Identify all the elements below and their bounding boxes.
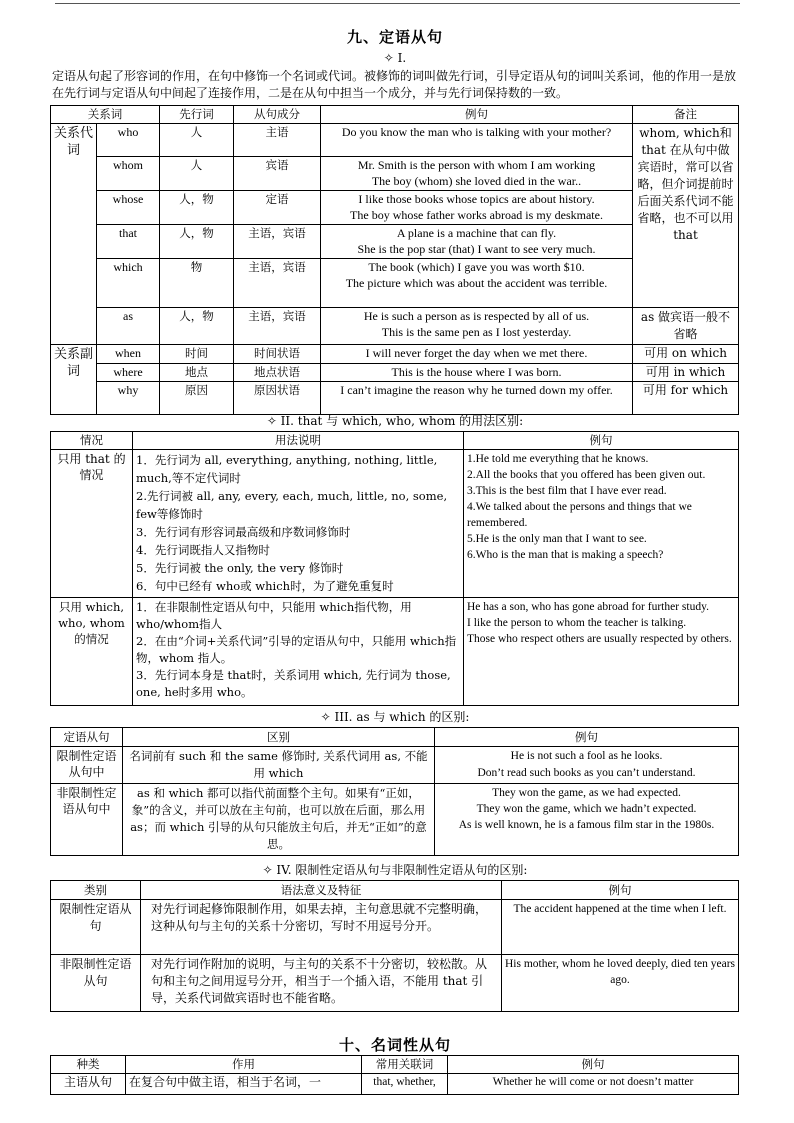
role-cell: 在复合句中做主语，相当于名词，一 [126,1074,362,1095]
example-cell: Do you know the man who is talking with your mother? [321,124,633,157]
table-cell: when [97,345,160,364]
table-cell: as [97,308,160,345]
example-cell: Whether he will come or not doesn’t matter [448,1074,739,1095]
case-cell: 限制性定语从句中 [51,747,123,784]
table-cell: 人，物 [160,225,234,259]
header-difference: 区别 [123,728,435,747]
group-relative-pronoun: 关系代词 [51,124,97,345]
example-cell: He is such a person as is respected by all of us. This is the same pen as I lost yesterday. [321,308,633,345]
header-example: 例句 [435,728,739,747]
header-connectives: 常用关联词 [362,1056,448,1074]
header-relative-word: 关系词 [51,106,160,124]
section-heading-4: ✧ IV. 限制性定语从句与非限制性定语从句的区别: [262,863,528,877]
header-example: 例句 [448,1056,739,1074]
top-rule [55,3,740,4]
example-cell: They won the game, as we had expected. They won the game, which we hadn’t expected. As is well known, he is a famous film star in the 1980s. [435,784,739,856]
example-cell: The accident happened at the time when I left. [502,900,739,955]
example-cell: A plane is a machine that can fly. She is the pop star (that) I want to see very much. [321,225,633,259]
relative-words-table [50,105,739,415]
example-cell: He has a son, who has gone abroad for further study. I like the person to whom the teacher is talking. Those who respect others are usually respected by others. [464,598,739,706]
section-heading-2: ✧ II. that 与 which, who, whom 的用法区别: [266,414,524,428]
table-cell: 地点状语 [234,363,321,382]
table-cell: who [97,124,160,157]
case-cell: 非限制性定语从句 [51,955,141,1012]
desc-cell: 对先行词作附加的说明，与主句的关系不十分密切，较松散。从句和主句之间用逗号分开，相当于一个插入语，不能用 that 引导，关系代词做宾语时也不能省略。 [141,955,502,1012]
table-cell: 宾语 [234,157,321,191]
table-cell: 地点 [160,363,234,382]
table-cell: 原因状语 [234,382,321,415]
table-cell: 人，物 [160,191,234,225]
table-cell: 主语 [234,124,321,157]
table-cell: 人 [160,124,234,157]
section-heading-1: ✧ I. [383,51,407,65]
chapter-title: 九、定语从句 [346,28,443,46]
header-clause-role: 从句成分 [234,106,321,124]
example-cell: I will never forget the day when we met there. [321,345,633,364]
chapter-title-10: 十、名词性从句 [338,1036,451,1054]
header-kind: 种类 [51,1056,126,1074]
table-cell: whose [97,191,160,225]
header-role: 作用 [126,1056,362,1074]
example-cell: This is the house where I was born. [321,363,633,382]
diff-cell: as 和 which 都可以指代前面整个主句。如果有“正如，象”的含义，并可以放在主句前，也可以放在后面，那么用 as；而 which 引导的从句只能放主句后，并无“正如”的意思。 [123,784,435,856]
header-meaning: 语法意义及特征 [141,881,502,900]
table-cell: 定语 [234,191,321,225]
example-cell: He is not such a fool as he looks. Don’t read such books as you can’t understand. [435,747,739,784]
note-cell: 可用 for which [633,382,739,415]
section-heading-3: ✧ III. as 与 which 的区别: [320,710,470,724]
table-cell: why [97,382,160,415]
example-cell: I like those books whose topics are about history. The boy whose father works abroad is my deskmate. [321,191,633,225]
table-cell: 人 [160,157,234,191]
case-cell: 只用 which, who, whom 的情况 [51,598,133,706]
table-cell: 时间状语 [234,345,321,364]
table-cell: 人，物 [160,308,234,345]
group-relative-adverb: 关系副词 [51,345,97,415]
that-which-table [50,431,739,706]
case-cell: 只用 that 的情况 [51,450,133,598]
example-cell: Mr. Smith is the person with whom I am working The boy (whom) she loved died in the war.. [321,157,633,191]
header-clause-type: 定语从句 [51,728,123,747]
table-cell: that [97,225,160,259]
restrictive-table [50,880,739,1012]
desc-cell: 对先行词起修饰限制作用，如果去掉，主句意思就不完整明确，这种从句与主句的关系十分密切，写时不用逗号分开。 [141,900,502,955]
table-cell: 时间 [160,345,234,364]
header-example: 例句 [464,432,739,450]
table-cell: which [97,259,160,308]
header-category: 类别 [51,881,141,900]
usage-cell: 1．在非限制性定语从句中，只能用 which指代物，用 who/whom指人 2．在由“介词+关系代词”引导的定语从句中，只能用 which指物，whom 指人。 3．先行词本身是 that时，关系词用 which, 先行词为 those, one, he时多用 who。 [133,598,464,706]
table-cell: 主语，宾语 [234,308,321,345]
connectives-cell: that, whether, [362,1074,448,1095]
example-cell: His mother, whom he loved deeply, died ten years ago. [502,955,739,1012]
table-cell: 物 [160,259,234,308]
example-cell: The book (which) I gave you was worth $10. The picture which was about the accident was terrible. [321,259,633,308]
table-cell: 原因 [160,382,234,415]
diff-cell: 名词前有 such 和 the same 修饰时, 关系代词用 as, 不能用 which [123,747,435,784]
header-case: 情况 [51,432,133,450]
note-cell: as 做宾语一般不省略 [633,308,739,345]
table-cell: 主语，宾语 [234,225,321,259]
example-cell: 1.He told me everything that he knows. 2.All the books that you offered has been given out. 3.This is the best film that I have ever read. 4.We talked about the persons and things that we remembered. 5.He is the only man that I want to see. 6.Who is the man that is making a speech? [464,450,739,598]
example-cell: I can’t imagine the reason why he turned down my offer. [321,382,633,415]
header-note: 备注 [633,106,739,124]
intro-paragraph: 定语从句起了形容词的作用，在句中修饰一个名词或代词。被修饰的词叫做先行词，引导定语从句的词叫关系词，他的作用一是放在先行词与定语从句中间起了连接作用，二是在从句中担当一个成分，并与先行词保持数的一致。 [52,69,737,100]
case-cell: 非限制性定语从句中 [51,784,123,856]
note-cell: 可用 on which [633,345,739,364]
table-cell: where [97,363,160,382]
header-example: 例句 [321,106,633,124]
noun-clause-table [50,1055,739,1095]
note-cell: 可用 in which [633,363,739,382]
header-example: 例句 [502,881,739,900]
table-cell: whom [97,157,160,191]
case-cell: 限制性定语从句 [51,900,141,955]
kind-cell: 主语从句 [51,1074,126,1095]
as-which-table [50,727,739,856]
header-usage: 用法说明 [133,432,464,450]
table-cell: 主语，宾语 [234,259,321,308]
header-antecedent: 先行词 [160,106,234,124]
usage-cell: 1．先行词为 all, everything, anything, nothing, little, much,等不定代词时 2.先行词被 all, any, every, each, much, little, no, some, few等修饰时 3．先行词有形容词最高级和序数词修饰时 4．先行词既指人又指物时 5．先行词被 the only, the very 修饰时 6．句中已经有 who或 which时，为了避免重复时 [133,450,464,598]
note-cell: whom, which和that 在从句中做宾语时，常可以省略，但介词提前时后面关系代词不能省略，也不可以用that [633,124,739,308]
